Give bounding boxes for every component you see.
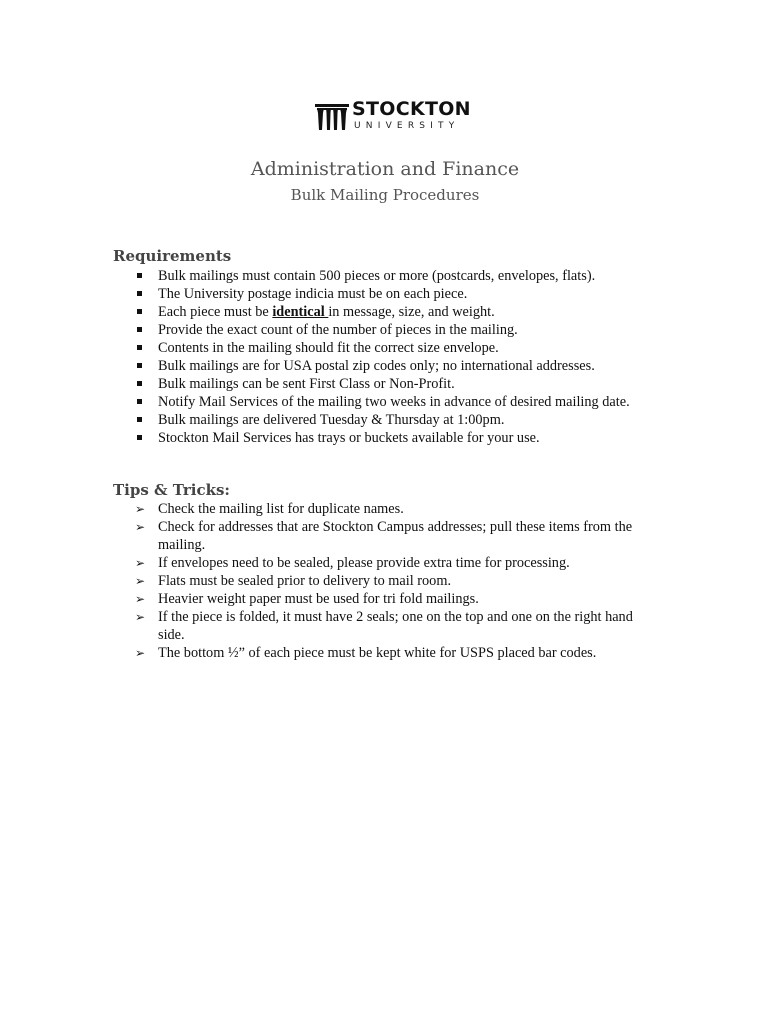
arrow-bullet-icon: ➢ xyxy=(135,502,146,516)
logo-subtitle: UNIVERSITY xyxy=(354,121,460,131)
list-item-text: Bulk mailings are delivered Tuesday & Thursday at 1:00pm. xyxy=(158,412,505,428)
arrow-bullet-icon: ➢ xyxy=(135,646,146,660)
square-bullet-icon xyxy=(137,327,142,332)
list-item xyxy=(135,375,678,393)
requirements-heading: Requirements xyxy=(113,247,232,265)
list-item xyxy=(135,321,678,339)
list-item-text: If the piece is folded, it must have 2 seals; one on the top and one on the right hand side. xyxy=(158,609,633,643)
arrow-bullet-icon: ➢ xyxy=(135,574,146,588)
square-bullet-icon xyxy=(137,363,142,368)
square-bullet-icon xyxy=(137,417,142,422)
square-bullet-icon xyxy=(137,381,142,386)
logo-wordmark: STOCKTON xyxy=(352,98,471,120)
tips-list xyxy=(135,500,663,662)
list-item xyxy=(135,267,678,285)
list-item xyxy=(135,411,678,429)
list-item xyxy=(135,285,678,303)
arrow-bullet-icon: ➢ xyxy=(135,520,146,534)
square-bullet-icon xyxy=(137,435,142,440)
list-item xyxy=(135,339,678,357)
list-item-text: in message, size, and weight. xyxy=(328,304,495,320)
arrow-bullet-icon: ➢ xyxy=(135,610,146,624)
square-bullet-icon xyxy=(137,291,142,296)
list-item xyxy=(135,554,663,572)
requirements-list xyxy=(135,267,678,447)
list-item-text: Provide the exact count of the number of pieces in the mailing. xyxy=(158,322,518,338)
list-item xyxy=(135,357,678,375)
tips-heading: Tips & Tricks: xyxy=(113,481,230,499)
list-item xyxy=(135,644,663,662)
arrow-bullet-icon: ➢ xyxy=(135,556,146,570)
list-item-text: Heavier weight paper must be used for tri fold mailings. xyxy=(158,591,479,607)
square-bullet-icon xyxy=(137,309,142,314)
list-item xyxy=(135,572,663,590)
list-item-text: The University postage indicia must be on each piece. xyxy=(158,286,468,302)
list-item-text: Bulk mailings must contain 500 pieces or more (postcards, envelopes, flats). xyxy=(158,268,596,284)
list-item-text: Stockton Mail Services has trays or buckets available for your use. xyxy=(158,430,540,446)
arrow-bullet-icon: ➢ xyxy=(135,592,146,606)
stockton-tower-icon xyxy=(314,100,350,132)
list-item xyxy=(135,608,663,644)
list-item xyxy=(135,500,663,518)
list-item xyxy=(135,518,663,554)
list-item xyxy=(135,393,678,411)
list-item xyxy=(135,429,678,447)
stockton-logo xyxy=(314,98,471,134)
list-item-text: The bottom ½” of each piece must be kept white for USPS placed bar codes. xyxy=(158,645,597,661)
emphasized-word: identical xyxy=(272,304,329,320)
square-bullet-icon xyxy=(137,345,142,350)
list-item-text: Notify Mail Services of the mailing two weeks in advance of desired mailing date. xyxy=(158,394,630,410)
list-item-text: Bulk mailings can be sent First Class or Non-Profit. xyxy=(158,376,455,392)
list-item xyxy=(135,303,678,321)
list-item-text: Contents in the mailing should fit the correct size envelope. xyxy=(158,340,499,356)
list-item-text: Each piece must be xyxy=(158,304,273,320)
list-item-text: If envelopes need to be sealed, please provide extra time for processing. xyxy=(158,555,570,571)
page-title: Administration and Finance xyxy=(250,158,520,180)
list-item xyxy=(135,590,663,608)
square-bullet-icon xyxy=(137,273,142,278)
page-subtitle: Bulk Mailing Procedures xyxy=(290,186,480,204)
list-item-text: Bulk mailings are for USA postal zip codes only; no international addresses. xyxy=(158,358,595,374)
list-item-text: Check the mailing list for duplicate names. xyxy=(158,501,404,517)
list-item-text: Flats must be sealed prior to delivery to mail room. xyxy=(158,573,452,589)
list-item-text: Check for addresses that are Stockton Campus addresses; pull these items from the mailing. xyxy=(158,519,633,553)
square-bullet-icon xyxy=(137,399,142,404)
